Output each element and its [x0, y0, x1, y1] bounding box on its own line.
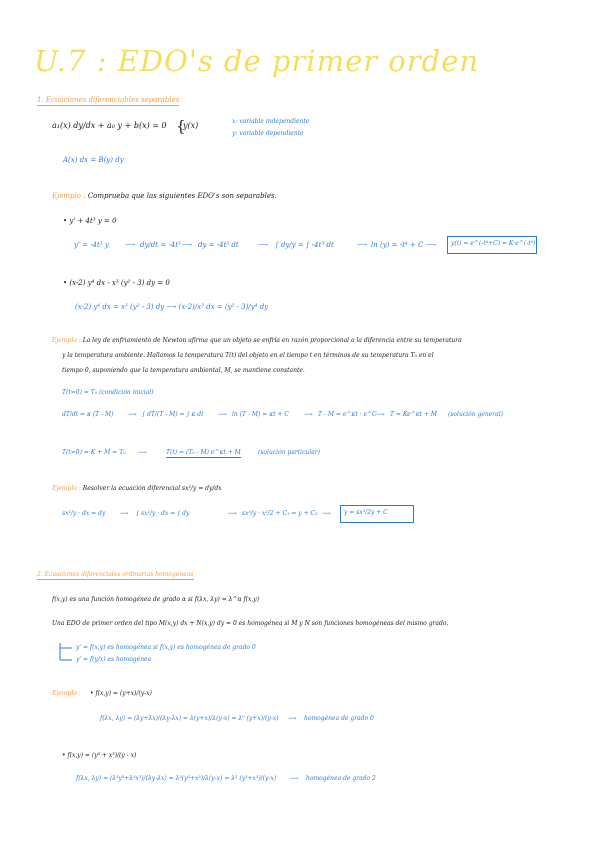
step: ∫ dT/(T - M) = ∫ κ dt — [142, 411, 204, 418]
example-1b-solution: (x-2) y⁴ dx = x³ (y² - 3) dy ⟶ (x-2)/x³ dx = (y² - 3)/y⁴ dy — [75, 303, 269, 311]
arrow-icon: ⟶ — [120, 510, 129, 517]
particular-lhs: T(t=0) = K + M = T₀ — [62, 449, 126, 456]
homogeneous-case-2: y' = f(y/x) es homogénea — [76, 656, 152, 663]
arrow-icon: ⟶ — [290, 775, 299, 782]
example-a-note: homogénea de grado 0 — [304, 715, 374, 722]
example-text: Comprueba que las siguientes EDO's son separables. — [87, 192, 277, 200]
separated-form: A(x) dx = B(y) dy — [63, 156, 124, 164]
example-label: Ejemplo : — [52, 192, 86, 200]
example-2-line-2: y la temperatura ambiente. Hallamos la temperatura T(t) del objeto en el tiempo t en términos de su temperatura T₀ en el — [62, 352, 434, 359]
arrow-icon: ⟶ — [304, 411, 313, 418]
example-1b-equation: • (x-2) y⁴ dx - x³ (y² - 3) dy = 0 — [63, 279, 170, 287]
result: y(t) = e^(-t⁴+C) = K·e^(-t⁴) — [451, 240, 536, 247]
example-a-steps: f(λx, λy) = (λy+λx)/(λy-λx) = λ(y+x)/λ(y-x) = λ⁰ (y+x)/(y-x) — [100, 715, 279, 722]
example-a-function: • f(x,y) = (y+x)/(y-x) — [90, 690, 152, 697]
general-equation: a₁(x) dy/dx + a₀ y + b(x) = 0 — [52, 121, 167, 130]
arrow-icon: ⟶ — [128, 411, 137, 418]
particular-solution: T(t) = (T₀ - M) e^κt + M — [166, 449, 241, 456]
arrow-icon: ⟶ — [288, 715, 297, 722]
homogeneous-definition: f(x,y) es una función homogénea de grado α si f(λx, λy) = λ^α f(x,y) — [52, 596, 260, 603]
step: ln (y) = -t⁴ + C — [371, 241, 424, 249]
section-2-heading: 2. Ecuaciones diferenciales ordinarias homogéneas — [37, 571, 194, 578]
step: ∫ sx²/y · dx = ∫ dy — [136, 510, 190, 517]
step: ln (T - M) = κt + C — [232, 411, 289, 418]
arrow-icon: ⟶ — [218, 411, 227, 418]
example-label: Ejemplo : — [52, 485, 81, 492]
example-b-note: homogénea de grado 2 — [306, 775, 376, 782]
example-label: Ejemplo : — [52, 337, 81, 344]
example-1a-equation: • y' + 4t³ y = 0 — [63, 217, 117, 225]
example-2-line-3: tiempo 0, suponiendo que la temperatura ambiental, M, se mantiene constante. — [62, 367, 305, 374]
step: ∫ dy/y = ∫ -4t³ dt — [275, 241, 334, 249]
step: dy = -4t³ dt — [198, 241, 239, 249]
step: dT/dt = κ (T - M) — [62, 411, 114, 418]
function-y-of-x: y(x) — [183, 121, 199, 130]
arrow-icon: ⟶ — [228, 510, 237, 517]
step: y' = -4t³ y — [74, 241, 109, 249]
example-text: La ley de enfriamiento de Newton afirma que un objeto se enfría en razón proporcional a la diferencia entre su temperatura — [82, 337, 462, 344]
step: T - M = e^κt · e^C — [318, 411, 377, 418]
example-b-function: • f(x,y) = (y³ + x³)/(y - x) — [62, 752, 137, 759]
brace-symbol: { — [176, 117, 186, 135]
arrow-icon: ⟶ — [357, 241, 368, 249]
result: y = sx³/2y + C — [344, 509, 388, 516]
step: sx³/y · x²/2 + C₁ = y + C₂ — [242, 510, 318, 517]
initial-condition: T(t=0) = T₀ (condición inicial) — [62, 389, 154, 396]
arrow-icon: ⟶ — [182, 241, 193, 249]
arrow-icon: ⟶ — [138, 449, 147, 456]
example-b-steps: f(λx, λy) = (λ³y³+λ³x³)/(λy-λx) = λ³(y³+x³)/λ(y-x) = λ² (y³+x³)/(y-x) — [76, 775, 277, 782]
step: T = Ke^κt + M — [390, 411, 438, 418]
example-label: Ejemplo : — [52, 690, 81, 697]
arrow-icon: ⟶ — [258, 241, 269, 249]
step: dy/dt = -4t³ — [140, 241, 181, 249]
section-1-heading: 1. Ecuaciones diferenciables separables — [37, 96, 180, 104]
page-title: U.7 : EDO's de primer orden — [34, 44, 480, 78]
arrow-icon: ⟶ — [376, 411, 385, 418]
step: sx²/y · dx = dy — [62, 510, 106, 517]
arrow-icon: ⟶ — [322, 510, 331, 517]
example-text: Resolver la ecuación diferencial sx²/y = dy/dx — [82, 485, 222, 492]
arrow-icon: ⟶ — [125, 241, 136, 249]
independent-variable: x: variable independiente — [232, 118, 310, 125]
general-solution-note: (solución general) — [448, 411, 503, 418]
arrow-icon: ⟶ — [426, 241, 437, 249]
particular-solution-note: (solución particular) — [258, 449, 321, 456]
dependent-variable: y: variable dependiente — [232, 130, 304, 137]
homogeneous-case-1: y' = f(x,y) es homogénea si f(x,y) es homogénea de grado 0 — [76, 644, 256, 651]
homogeneous-edo-definition: Una EDO de primer orden del tipo M(x,y) dx + N(x,y) dy = 0 es homogénea si M y N son funciones homogéneas del mismo grado. — [52, 620, 449, 627]
